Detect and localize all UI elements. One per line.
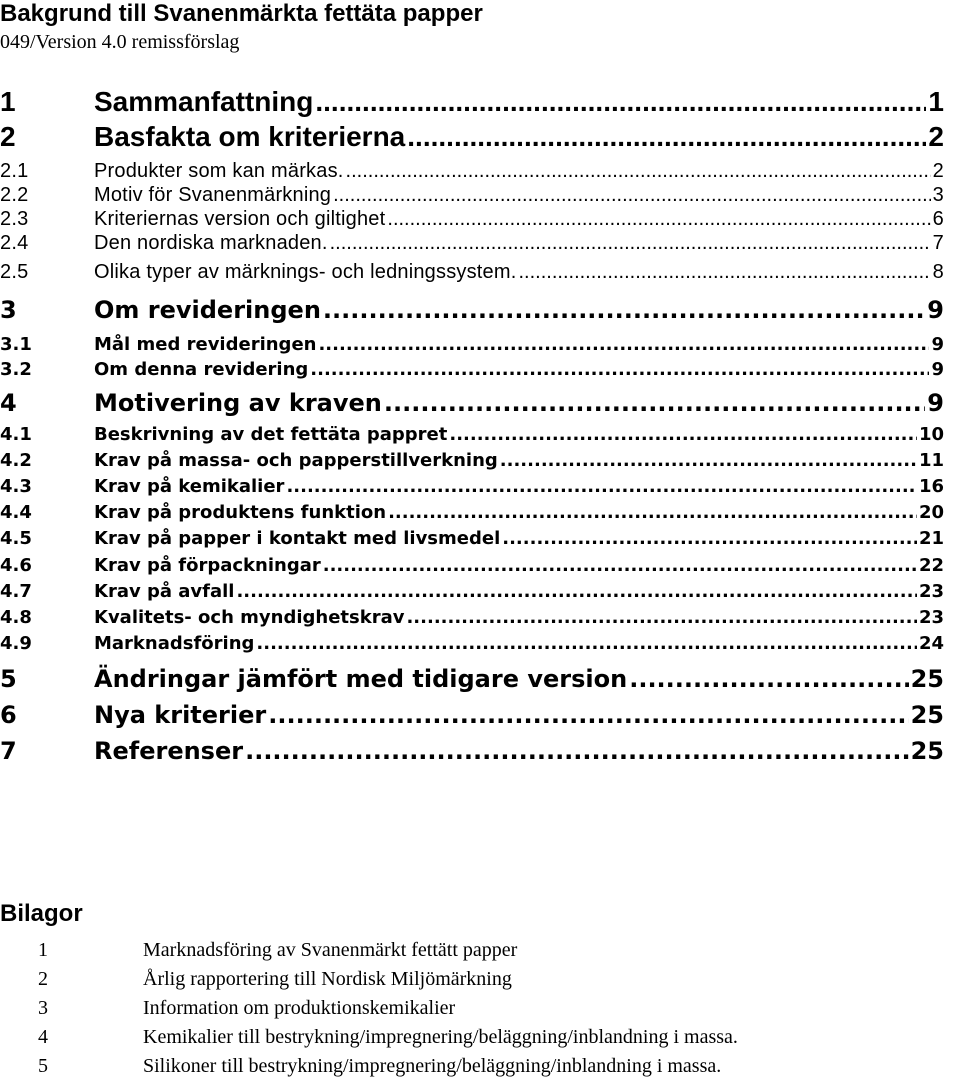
toc-entry-number: 2: [0, 121, 16, 152]
toc-entry-page: 11: [918, 450, 944, 471]
toc-entry-page: 8: [932, 261, 944, 283]
toc-entry[interactable]: [0, 476, 944, 497]
toc-dot-leader: [333, 184, 931, 207]
toc-entry-number: 7: [0, 737, 17, 765]
toc-entry-number: 2.1: [0, 160, 29, 182]
toc-entry-title: Kriteriernas version och giltighet: [94, 208, 386, 230]
toc-entry-page: 25: [910, 701, 944, 729]
toc-dot-leader: [388, 502, 917, 523]
appendix-title: Årlig rapportering till Nordisk Miljömärkning: [143, 968, 512, 990]
toc-entry-title: Ändringar jämfört med tidigare version: [94, 665, 628, 693]
appendix-number: 4: [38, 1026, 48, 1048]
toc-entry[interactable]: [0, 737, 944, 765]
toc-entry-title: Krav på kemikalier: [94, 476, 285, 497]
toc-entry-page: 3: [932, 184, 944, 206]
toc-entry[interactable]: [0, 607, 944, 628]
toc-entry-number: 2.5: [0, 261, 29, 283]
toc-entry[interactable]: [0, 261, 944, 284]
toc-entry[interactable]: [0, 424, 944, 445]
toc-entry-page: 9: [927, 296, 944, 324]
toc-entry-number: 4: [0, 389, 17, 417]
toc-dot-leader: [384, 389, 925, 417]
toc-entry-number: 3.1: [0, 334, 32, 355]
toc-dot-leader: [256, 633, 917, 654]
toc-entry-number: 4.1: [0, 424, 32, 445]
appendix-number: 2: [38, 968, 48, 990]
toc-entry-title: Krav på papper i kontakt med livsmedel: [94, 528, 501, 549]
toc-entry-number: 4.2: [0, 450, 32, 471]
toc-entry[interactable]: [0, 184, 944, 207]
toc-entry[interactable]: [0, 701, 944, 729]
toc-dot-leader: [323, 555, 917, 576]
toc-entry-number: 2.4: [0, 232, 29, 254]
toc-entry[interactable]: [0, 208, 944, 231]
toc-dot-leader: [519, 261, 931, 284]
toc-entry-number: 4.3: [0, 476, 32, 497]
toc-entry-number: 4.4: [0, 502, 32, 523]
toc-entry-page: 23: [918, 581, 944, 602]
toc-entry-page: 22: [918, 555, 944, 576]
document-title: Bakgrund till Svanenmärkta fettäta papper: [0, 0, 483, 27]
toc-dot-leader: [502, 528, 917, 549]
toc-entry-title: Motiv för Svanenmärkning: [94, 184, 332, 206]
toc-dot-leader: [315, 86, 926, 118]
appendices-heading: Bilagor: [0, 900, 83, 927]
toc-dot-leader: [407, 121, 926, 153]
toc-entry[interactable]: [0, 232, 944, 255]
toc-entry[interactable]: [0, 160, 944, 183]
toc-entry-title: Nya kriterier: [94, 701, 267, 729]
toc-entry-number: 3: [0, 296, 17, 324]
toc-dot-leader: [449, 424, 917, 445]
toc-entry[interactable]: [0, 86, 944, 118]
toc-entry-page: 21: [918, 528, 944, 549]
toc-entry-title: Referenser: [94, 737, 244, 765]
toc-dot-leader: [236, 581, 916, 602]
toc-entry-page: 20: [918, 502, 944, 523]
toc-entry[interactable]: [0, 450, 944, 471]
toc-entry[interactable]: [0, 296, 944, 324]
appendix-number: 1: [38, 939, 48, 961]
toc-entry-title: Olika typer av märknings- och ledningssystem.: [94, 261, 517, 283]
toc-dot-leader: [406, 607, 916, 628]
toc-entry-page: 23: [918, 607, 944, 628]
appendix-number: 3: [38, 997, 48, 1019]
document-subtitle: 049/Version 4.0 remissförslag: [0, 31, 240, 53]
toc-entry-number: 2.3: [0, 208, 29, 230]
toc-entry-title: Krav på massa- och papperstillverkning: [94, 450, 498, 471]
toc-entry-title: Den nordiska marknaden.: [94, 232, 328, 254]
toc-entry-number: 4.6: [0, 555, 32, 576]
toc-entry[interactable]: [0, 389, 944, 417]
toc-entry-title: Mål med revideringen: [94, 334, 317, 355]
toc-entry-page: 6: [932, 208, 944, 230]
toc-entry-title: Motivering av kraven: [94, 389, 382, 417]
toc-entry-page: 7: [932, 232, 944, 254]
toc-entry-page: 2: [932, 160, 944, 182]
toc-entry[interactable]: [0, 528, 944, 549]
toc-entry[interactable]: [0, 502, 944, 523]
toc-entry-title: Krav på produktens funktion: [94, 502, 387, 523]
appendix-title: Silikoner till bestrykning/impregnering/beläggning/inblandning i massa.: [143, 1055, 722, 1077]
toc-entry-number: 2.2: [0, 184, 29, 206]
toc-entry[interactable]: [0, 359, 944, 380]
toc-entry-title: Krav på förpackningar: [94, 555, 321, 576]
toc-entry[interactable]: [0, 633, 944, 654]
toc-entry-page: 9: [931, 334, 944, 355]
toc-entry-title: Beskrivning av det fettäta pappret: [94, 424, 448, 445]
toc-entry-page: 25: [910, 665, 944, 693]
toc-entry-number: 4.8: [0, 607, 32, 628]
appendix-title: Marknadsföring av Svanenmärkt fettätt papper: [143, 939, 518, 961]
toc-entry-number: 6: [0, 701, 17, 729]
toc-entry[interactable]: [0, 555, 944, 576]
toc-entry-page: 24: [918, 633, 944, 654]
toc-entry[interactable]: [0, 121, 944, 153]
toc-dot-leader: [245, 737, 909, 765]
appendix-title: Kemikalier till bestrykning/impregnering/beläggning/inblandning i massa.: [143, 1026, 738, 1048]
toc-dot-leader: [286, 476, 917, 497]
appendix-number: 5: [38, 1055, 48, 1077]
toc-entry-number: 4.5: [0, 528, 32, 549]
toc-entry-title: Om denna revidering: [94, 359, 309, 380]
toc-entry[interactable]: [0, 665, 944, 693]
toc-dot-leader: [500, 450, 917, 471]
toc-entry-title: Krav på avfall: [94, 581, 235, 602]
toc-entry-title: Basfakta om kriterierna: [94, 121, 406, 152]
toc-entry-title: Produkter som kan märkas.: [94, 160, 344, 182]
toc-entry-page: 1: [928, 86, 944, 117]
toc-dot-leader: [318, 334, 929, 355]
toc-dot-leader: [268, 701, 908, 729]
toc-entry[interactable]: [0, 581, 944, 602]
toc-entry-number: 3.2: [0, 359, 32, 380]
toc-dot-leader: [310, 359, 929, 380]
toc-dot-leader: [330, 232, 931, 255]
toc-entry-title: Om revideringen: [94, 296, 321, 324]
toc-entry-number: 4.9: [0, 633, 32, 654]
toc-entry-number: 4.7: [0, 581, 32, 602]
toc-entry-title: Sammanfattning: [94, 86, 314, 117]
toc-entry-page: 16: [918, 476, 944, 497]
toc-entry-number: 1: [0, 86, 16, 117]
toc-entry-title: Marknadsföring: [94, 633, 255, 654]
toc-entry-title: Kvalitets- och myndighetskrav: [94, 607, 405, 628]
toc-dot-leader: [629, 665, 908, 693]
toc-entry-page: 25: [910, 737, 944, 765]
toc-entry-page: 9: [931, 359, 944, 380]
toc-dot-leader: [323, 296, 925, 324]
appendix-title: Information om produktionskemikalier: [143, 997, 456, 1019]
toc-dot-leader: [346, 160, 931, 183]
toc-entry-page: 2: [928, 121, 944, 152]
toc-dot-leader: [387, 208, 930, 231]
toc-entry-page: 10: [918, 424, 944, 445]
toc-entry-number: 5: [0, 665, 17, 693]
toc-entry[interactable]: [0, 334, 944, 355]
toc-entry-page: 9: [927, 389, 944, 417]
